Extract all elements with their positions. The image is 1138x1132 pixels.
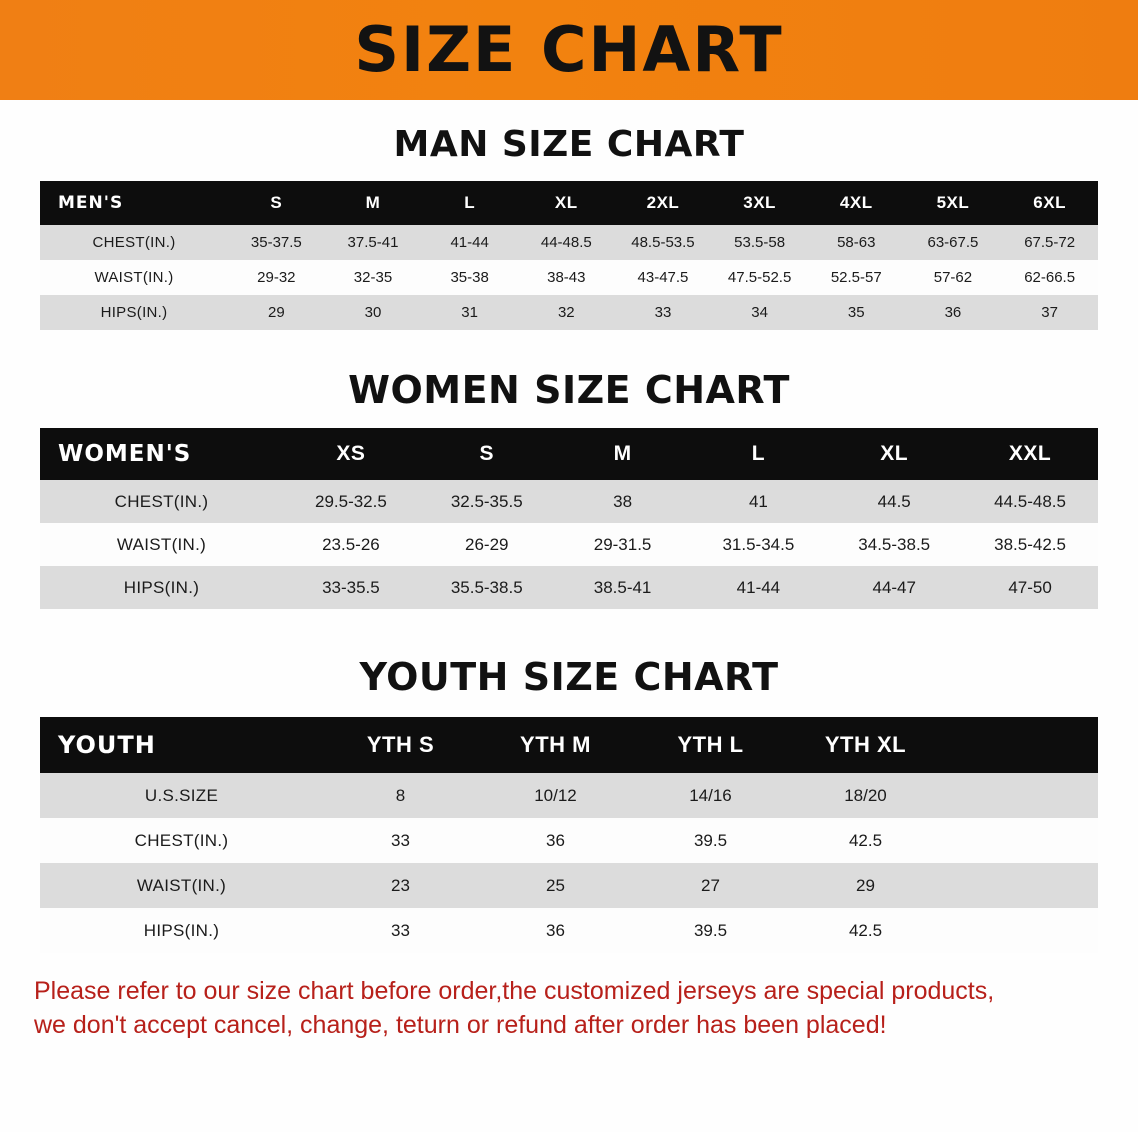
men-header-cell-4: XL [554, 193, 578, 212]
youth-row2-spacer [943, 863, 1098, 908]
women-header-cell-5: XL [880, 442, 909, 465]
men-row0-cell-1: 37.5-41 [347, 234, 399, 251]
disclaimer-line-2: we don't accept cancel, change, teturn or refund after order has been placed! [34, 1010, 887, 1039]
men-header-cell-9: 6XL [1033, 193, 1066, 212]
men-table-body [40, 225, 1098, 330]
youth-row3-cell-0: 33 [391, 920, 410, 940]
youth-row0-cell-3: 18/20 [844, 785, 887, 805]
women-table-head [40, 428, 1098, 480]
women-row0-cell-5: 44.5-48.5 [994, 491, 1066, 511]
youth-size-table [40, 717, 1098, 953]
men-header-cell-3: L [464, 193, 476, 212]
youth-header-cell-4: YTH XL [824, 732, 907, 757]
women-row0-cell-4: 44.5 [877, 491, 911, 511]
men-row2-cell-8: 37 [1041, 304, 1058, 321]
men-row0-cell-0: 35-37.5 [250, 234, 302, 251]
women-row2-label: HIPS(IN.) [123, 577, 200, 597]
men-row2-cell-0: 29 [267, 304, 285, 321]
men-row1-cell-6: 52.5-57 [830, 269, 882, 286]
youth-header-spacer [943, 717, 1098, 773]
table-row [40, 566, 1098, 609]
men-table-head [40, 181, 1098, 225]
youth-row1-cell-0: 33 [391, 830, 410, 850]
youth-table-wrap [0, 717, 1138, 953]
men-row0-cell-2: 41-44 [450, 234, 489, 251]
women-row2-cell-1: 35.5-38.5 [450, 577, 523, 597]
women-row0-label: CHEST(IN.) [114, 491, 209, 511]
youth-row3-spacer [943, 908, 1098, 953]
women-row1-cell-3: 31.5-34.5 [722, 534, 795, 554]
men-header-cell-8: 5XL [936, 193, 970, 212]
women-row2-cell-0: 33-35.5 [322, 577, 380, 597]
men-row2-cell-5: 34 [751, 304, 768, 321]
table-row [40, 863, 1098, 908]
men-header-cell-7: 4XL [839, 193, 873, 212]
men-row1-cell-8: 62-66.5 [1024, 269, 1076, 286]
table-row [40, 295, 1098, 330]
men-row1-cell-0: 29-32 [257, 269, 296, 286]
youth-row0-cell-2: 14/16 [689, 785, 732, 805]
table-row [40, 260, 1098, 295]
youth-row2-label: WAIST(IN.) [136, 875, 227, 895]
women-row2-cell-5: 47-50 [1008, 577, 1052, 597]
men-row1-label: WAIST(IN.) [94, 269, 174, 286]
women-header-cell-6: XXL [1008, 442, 1052, 465]
women-row2-cell-3: 41-44 [736, 577, 781, 597]
men-row0-label: CHEST(IN.) [92, 234, 176, 251]
youth-table-body [40, 773, 1098, 953]
youth-header-cell-0: YOUTH [58, 731, 156, 759]
women-row0-cell-3: 41 [748, 491, 768, 511]
women-row1-cell-5: 38.5-42.5 [994, 534, 1066, 554]
table-row [40, 773, 1098, 818]
banner-title: SIZE CHART [354, 13, 784, 86]
women-size-table [40, 428, 1098, 609]
table-row [40, 225, 1098, 260]
men-row2-cell-4: 33 [654, 304, 672, 321]
table-row [40, 818, 1098, 863]
youth-row1-cell-2: 39.5 [693, 830, 728, 850]
women-header-cell-0: WOMEN'S [58, 441, 192, 467]
women-header-row [40, 428, 1098, 480]
youth-row3-label: HIPS(IN.) [143, 920, 220, 940]
youth-header-cell-2: YTH M [520, 732, 591, 757]
man-section-heading: MAN SIZE CHART [393, 124, 745, 165]
women-section-heading: WOMEN SIZE CHART [348, 368, 790, 412]
men-row1-cell-2: 35-38 [450, 269, 489, 286]
women-row2-cell-2: 38.5-41 [593, 577, 652, 597]
men-row0-cell-3: 44-48.5 [540, 234, 592, 251]
men-row1-cell-7: 57-62 [933, 269, 973, 286]
women-row0-cell-0: 29.5-32.5 [314, 491, 387, 511]
men-row2-cell-1: 30 [364, 304, 382, 321]
youth-row3-cell-2: 39.5 [693, 920, 728, 940]
men-row0-cell-4: 48.5-53.5 [631, 234, 695, 251]
men-header-cell-5: 2XL [646, 193, 680, 212]
men-row1-cell-3: 38-43 [547, 269, 586, 286]
youth-row0-spacer [943, 773, 1098, 818]
men-row1-cell-4: 43-47.5 [637, 269, 689, 286]
men-row2-cell-2: 31 [461, 304, 478, 321]
men-row1-cell-1: 32-35 [353, 269, 393, 286]
men-header-cell-1: S [270, 193, 283, 212]
women-header-cell-1: XS [336, 442, 366, 465]
table-row [40, 908, 1098, 953]
men-header-cell-0: MEN'S [58, 193, 124, 213]
youth-header-cell-3: YTH L [677, 732, 744, 757]
women-table-wrap [0, 428, 1138, 609]
table-row [40, 480, 1098, 523]
banner [0, 0, 1138, 100]
women-header-cell-2: S [479, 442, 494, 465]
youth-row0-cell-0: 8 [395, 785, 406, 805]
women-row1-cell-2: 29-31.5 [593, 534, 652, 554]
men-row0-cell-7: 63-67.5 [927, 234, 979, 251]
men-row2-cell-6: 35 [847, 304, 865, 321]
men-row1-cell-5: 47.5-52.5 [727, 269, 792, 286]
women-row1-label: WAIST(IN.) [116, 534, 207, 554]
men-row2-cell-3: 32 [557, 304, 575, 321]
youth-table-head [40, 717, 1098, 773]
disclaimer-note [34, 975, 1104, 1043]
youth-row0-label: U.S.SIZE [144, 785, 219, 805]
youth-header-row [40, 717, 1098, 773]
men-row0-cell-6: 58-63 [837, 234, 876, 251]
youth-row1-spacer [943, 818, 1098, 863]
table-row [40, 523, 1098, 566]
men-header-cell-6: 3XL [743, 193, 776, 212]
women-row0-cell-2: 38 [613, 491, 633, 511]
youth-section-heading: YOUTH SIZE CHART [359, 655, 779, 699]
youth-row1-label: CHEST(IN.) [134, 830, 229, 850]
youth-row0-cell-1: 10/12 [534, 785, 577, 805]
men-row2-cell-7: 36 [944, 304, 962, 321]
men-header-cell-2: M [365, 193, 381, 212]
youth-row2-cell-3: 29 [856, 875, 875, 895]
men-row2-label: HIPS(IN.) [100, 304, 168, 321]
men-row0-cell-5: 53.5-58 [734, 234, 786, 251]
women-table-body [40, 480, 1098, 609]
youth-row3-cell-1: 36 [546, 920, 565, 940]
women-row1-cell-1: 26-29 [465, 534, 509, 554]
youth-row2-cell-0: 23 [391, 875, 410, 895]
men-size-table [40, 181, 1098, 330]
men-row0-cell-8: 67.5-72 [1024, 234, 1076, 251]
youth-row2-cell-1: 25 [546, 875, 565, 895]
men-header-row [40, 181, 1098, 225]
disclaimer-line-1: Please refer to our size chart before order,the customized jerseys are special products, [34, 977, 995, 1005]
women-row1-cell-4: 34.5-38.5 [858, 534, 931, 554]
youth-row1-cell-1: 36 [546, 830, 565, 850]
women-row2-cell-4: 44-47 [872, 577, 916, 597]
women-row0-cell-1: 32.5-35.5 [450, 491, 523, 511]
youth-header-cell-1: YTH S [366, 732, 435, 757]
man-table-wrap [0, 181, 1138, 330]
women-row1-cell-0: 23.5-26 [322, 534, 380, 554]
youth-row2-cell-2: 27 [701, 875, 720, 895]
women-header-cell-4: L [751, 442, 766, 465]
youth-row1-cell-3: 42.5 [848, 830, 883, 850]
women-header-cell-3: M [613, 442, 632, 465]
youth-row3-cell-3: 42.5 [848, 920, 883, 940]
